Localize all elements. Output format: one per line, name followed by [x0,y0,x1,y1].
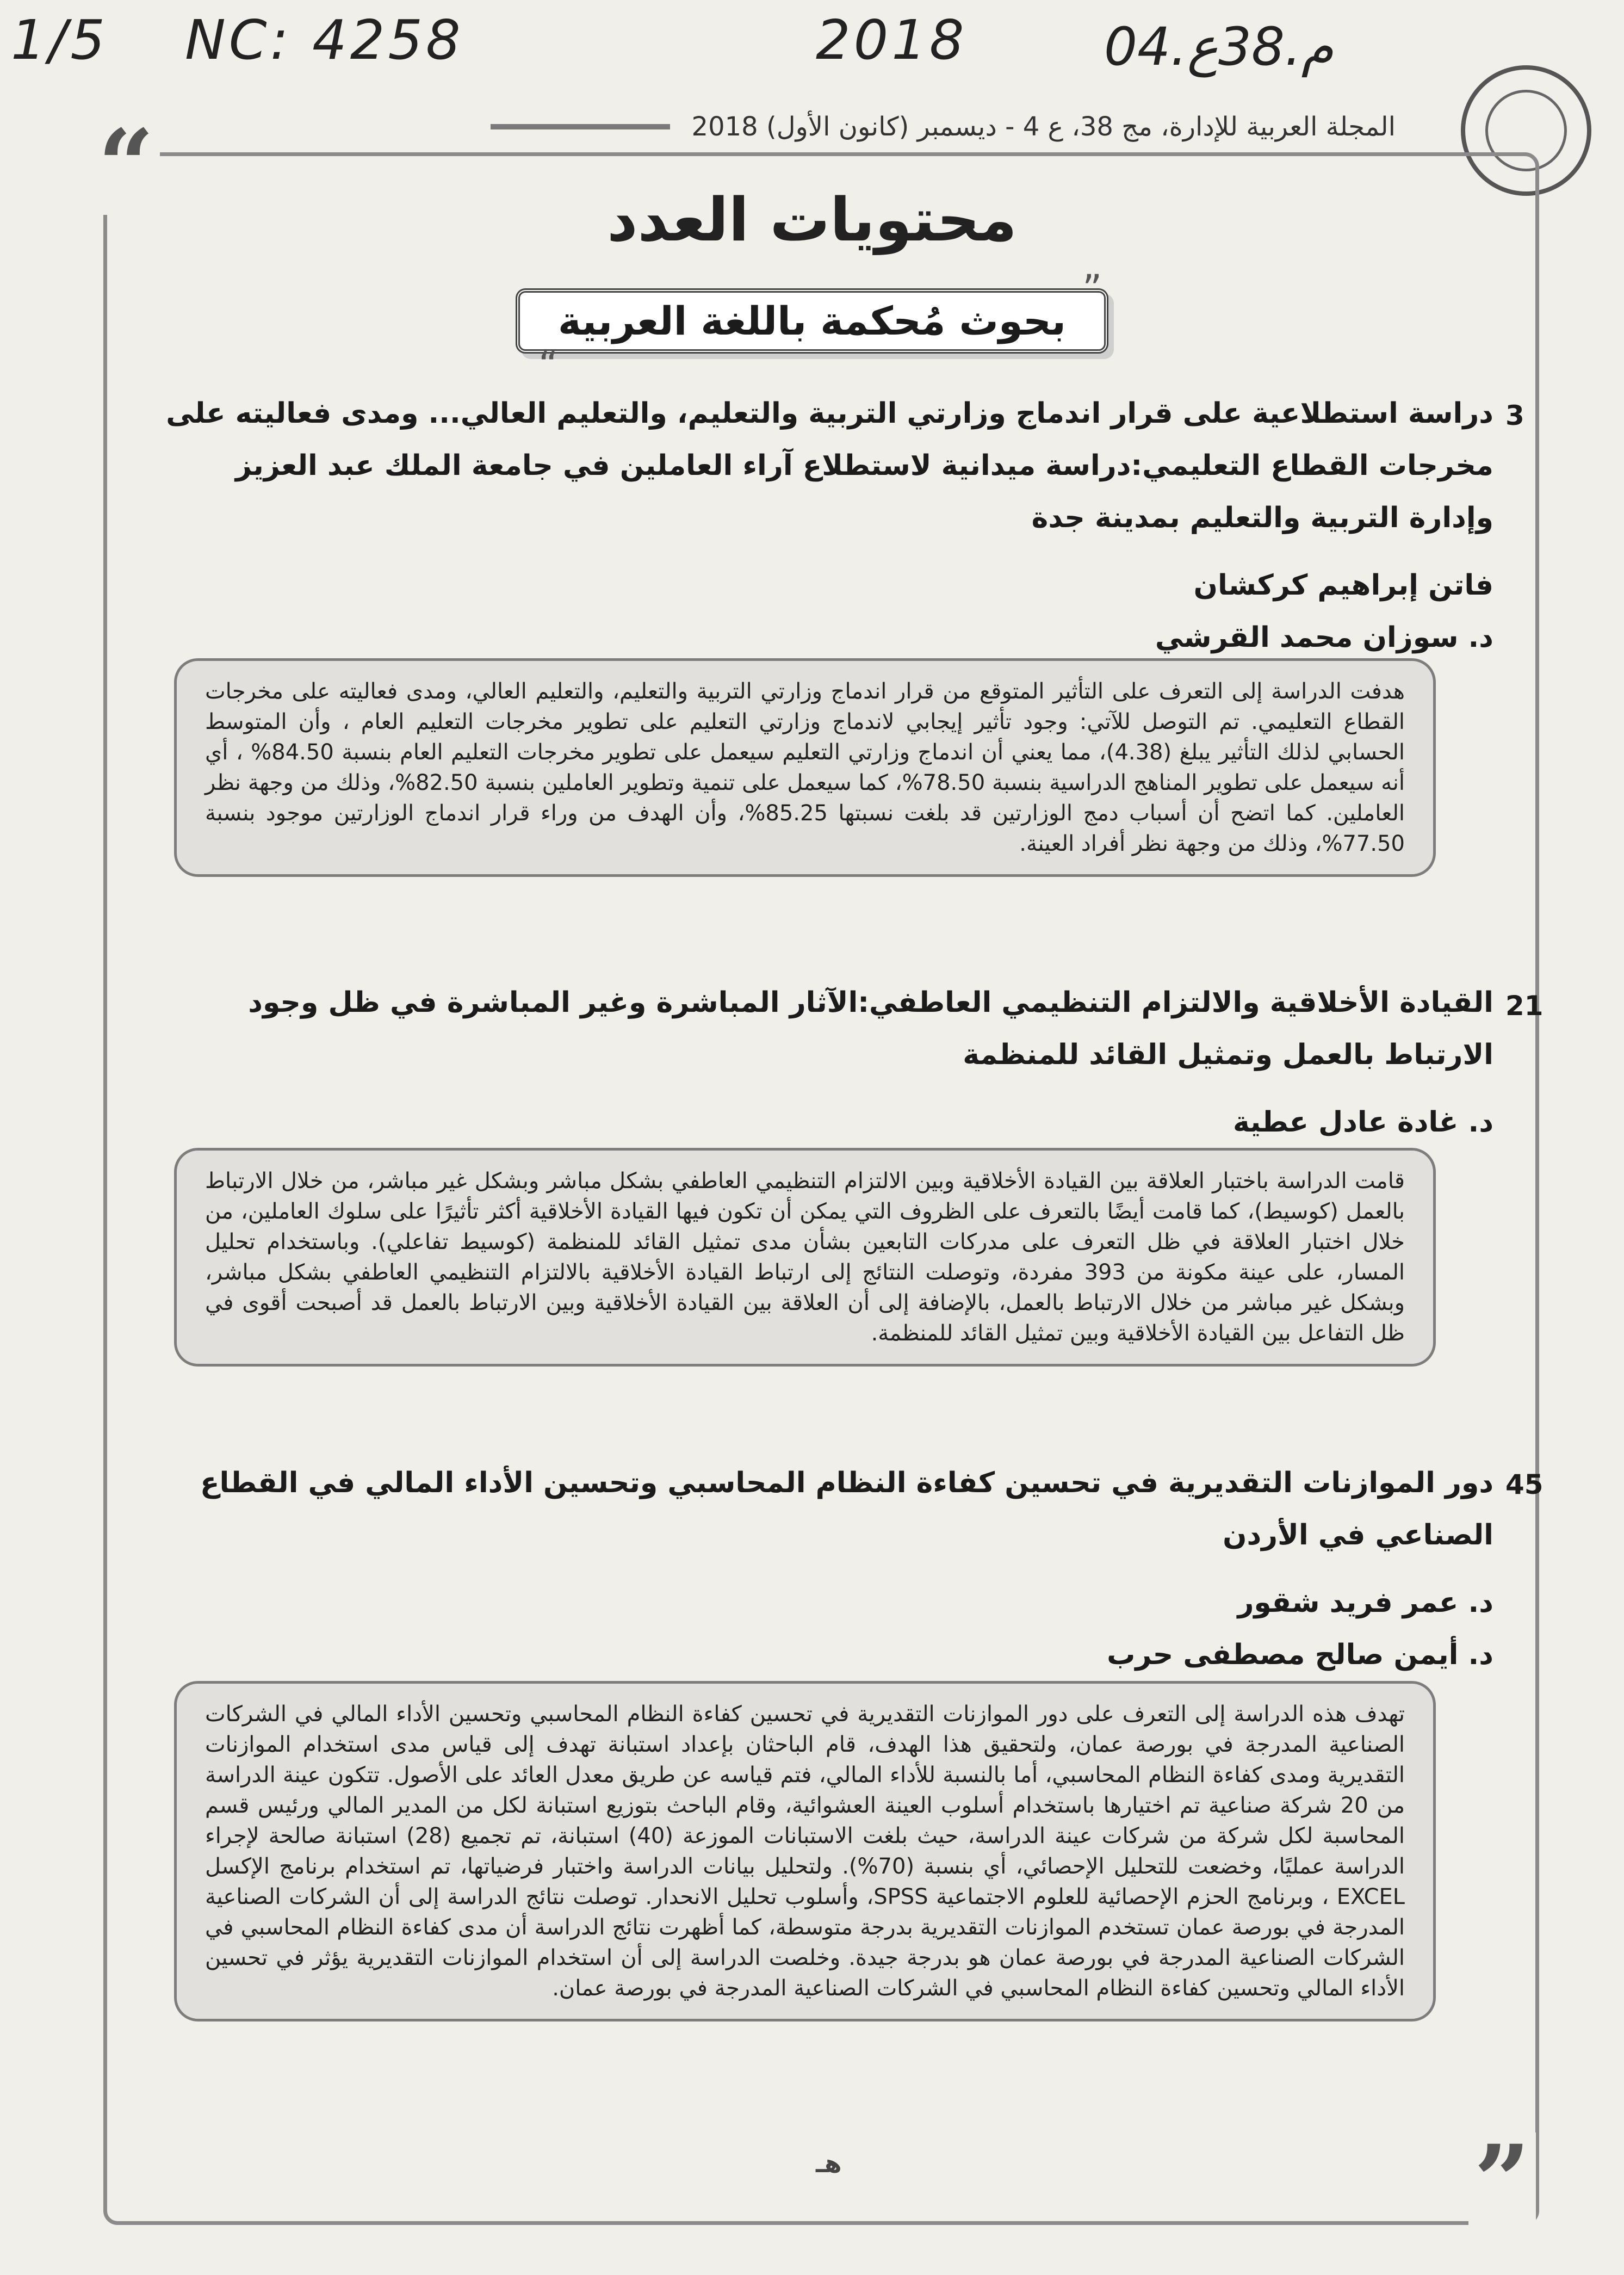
author-name: د. عمر فريد شقور [1237,1586,1493,1619]
article-entry [147,976,1493,1148]
author-name: فاتن إبراهيم كركشان [1193,569,1493,602]
section-title: بحوث مُحكمة باللغة العربية [516,288,1108,354]
article-abstract: تهدف هذه الدراسة إلى التعرف على دور الموازنات التقديرية في تحسين كفاءة النظام المحاسبي وتحسين الأداء المالي في الشركات الصناعية المدرجة في بورصة عمان، ولتحقيق هذا الهدف، قام الباحثان بإعداد استبانة تهدف إلى قياس مدى استخدام الموازنات التقديرية ومدى كفاءة النظام المحاسبي، أما بالنسبة للأداء المالي، فتم قياسه عن طريق معدل العائد على الأصول. تتكون عينة الدراسة من 20 شركة صناعية تم اختيارها باستخدام أسلوب العينة العشوائية، وقام الباحث بتوزيع استبانة لكل من المدير المالي ورئيس قسم المحاسبة لكل شركة من شركات عينة الدراسة، حيث بلغت الاستبانات الموزعة (40) استبانة، تم تجميع (28) استبانة صالحة لإجراء الدراسة عمليًا، وخضعت للتحليل الإحصائي، أي بنسبة (70%). ولتحليل بيانات الدراسة واختبار فرضياتها، تم استخدام برنامج الإكسل EXCEL ، وبرنامج الحزم الإحصائية للعلوم الاجتماعية SPSS، وأسلوب تحليل الانحدار. توصلت نتائج الدراسة إلى أن الشركات الصناعية المدرجة في بورصة عمان تستخدم الموازنات التقديرية بدرجة متوسطة، كما أظهرت نتائج الدراسة أن مدى كفاءة النظام المحاسبي في الشركات الصناعية المدرجة في بورصة عمان هو بدرجة جيدة. وخلصت الدراسة إلى أن استخدام الموازنات التقديرية يؤثر في تحسين الأداء المالي وتحسين كفاءة النظام المحاسبي في الشركات الصناعية المدرجة في بورصة عمان. [174,1681,1436,2021]
article-page-number: 21 [1505,990,1544,1022]
author-name: د. غادة عادل عطية [1233,1106,1493,1139]
handwritten-year: 2018 [816,8,968,72]
article-page-number: 45 [1505,1469,1544,1500]
article-authors [147,1096,1493,1148]
journal-header [491,112,1396,142]
page-folio: هـ [816,2149,842,2178]
article-title: القيادة الأخلاقية والالتزام التنظيمي العاطفي:الآثار المباشرة وغير المباشرة في ظل وجود الارتباط بالعمل وتمثيل القائد للمنظمة [248,986,1493,1071]
section-quote-close: “ [538,343,559,387]
open-quote-ornament: “ [92,117,160,215]
handwritten-nc: NC: 4258 [185,8,464,72]
handwritten-code: م.38ع.04 [1104,16,1334,77]
article-title: دراسة استطلاعية على قرار اندماج وزارتي التربية والتعليم، والتعليم العالي... ومدى فعاليته على مخرجات القطاع التعليمي:دراسة ميدانية لاستطلاع آراء العاملين في جامعة الملك عبد العزيز وإدارة التربية والتعليم بمدينة جدة [166,397,1493,534]
article-authors [147,1577,1493,1681]
article-entry [147,1457,1493,1681]
author-name: د. أيمن صالح مصطفى حرب [1107,1639,1493,1671]
article-entry [147,387,1493,664]
article-page-number: 3 [1505,400,1524,431]
article-abstract: هدفت الدراسة إلى التعرف على التأثير المتوقع من قرار اندماج وزارتي التربية والتعليم، والتعليم العالي، ومدى فعاليته على مخرجات القطاع التعليمي. تم التوصل للآتي: وجود تأثير إيجابي لاندماج وزارتي التعليم على تطوير مخرجات التعليم العام ، وأن المتوسط الحسابي لذلك التأثير يبلغ (4.38)، مما يعني أن اندماج وزارتي التعليم سيعمل على تطوير مخرجات التعليم العام بنسبة 84.50% ، أي أنه سيعمل على تطوير المناهج الدراسية بنسبة 78.50%، كما سيعمل على تنمية وتطوير العاملين بنسبة 82.50%، وذلك من وجهة نظر العاملين. كما اتضح أن أسباب دمج الوزارتين قد بلغت نسبتها 85.25%، وأن الهدف من وراء قرار اندماج الوزارتين موجود بنسبة 77.50%، وذلك من وجهة نظر أفراد العينة. [174,658,1436,877]
author-name: د. سوزان محمد القرشي [1155,621,1493,654]
handwritten-fraction: 1/5 [11,8,108,72]
article-title: دور الموازنات التقديرية في تحسين كفاءة النظام المحاسبي وتحسين الأداء المالي في القطاع الصناعي في الأردن [200,1467,1493,1551]
article-abstract: قامت الدراسة باختبار العلاقة بين القيادة الأخلاقية وبين الالتزام التنظيمي العاطفي بشكل مباشر وبشكل غير مباشر، من خلال الارتباط بالعمل (كوسيط)، كما قامت أيضًا بالتعرف على الظروف التي يمكن أن تكون فيها القيادة الأخلاقية أكثر تأثيرًا على سلوك العاملين، من خلال اختبار العلاقة في ظل التعرف على مدركات التابعين بشأن مدى تمثيل القائد للمنظمة (كوسيط تفاعلي). وباستخدام تحليل المسار، على عينة مكونة من 393 مفردة، وتوصلت النتائج إلى ارتباط القيادة الأخلاقية بالالتزام التنظيمي العاطفي بشكل مباشر، وبشكل غير مباشر من خلال الارتباط بالعمل، بالإضافة إلى أن العلاقة بين القيادة الأخلاقية وبين الارتباط بالعمل قد أصبحت أقوى في ظل التفاعل بين القيادة الأخلاقية وبين تمثيل القائد للمنظمة. [174,1148,1436,1367]
header-rule [491,124,670,129]
close-quote-ornament: ” [1468,2132,1536,2230]
journal-line: المجلة العربية للإدارة، مج 38، ع 4 - ديسمبر (كانون الأول) 2018 [691,112,1396,142]
page-title: محتويات العدد [607,185,1017,255]
article-authors [147,559,1493,664]
